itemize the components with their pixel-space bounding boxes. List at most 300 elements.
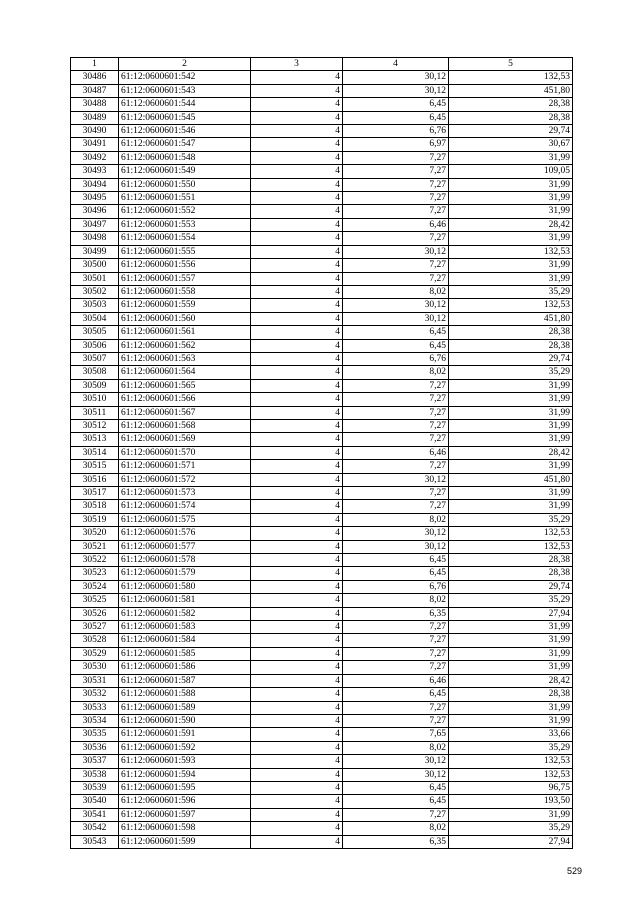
table-row [71, 379, 573, 392]
column-3-value: 4 [251, 84, 343, 97]
cadastral-number: 61:12:0600601:573 [119, 487, 251, 500]
column-3-value: 4 [251, 513, 343, 526]
table-row [71, 366, 573, 379]
cadastral-number: 61:12:0600601:585 [119, 647, 251, 660]
column-5-value: 28,38 [449, 688, 573, 701]
column-3-value: 4 [251, 326, 343, 339]
table-row [71, 165, 573, 178]
column-5-value: 31,99 [449, 487, 573, 500]
table-row [71, 768, 573, 781]
row-number: 30515 [71, 460, 119, 473]
table-row [71, 527, 573, 540]
row-number: 30535 [71, 728, 119, 741]
row-number: 30532 [71, 688, 119, 701]
column-3-value: 4 [251, 580, 343, 593]
column-4-value: 6,45 [343, 795, 449, 808]
row-number: 30511 [71, 406, 119, 419]
column-4-value: 6,35 [343, 835, 449, 848]
column-3-value: 4 [251, 808, 343, 821]
cadastral-number: 61:12:0600601:578 [119, 554, 251, 567]
column-4-value: 8,02 [343, 366, 449, 379]
cadastral-number: 61:12:0600601:599 [119, 835, 251, 848]
cadastral-number: 61:12:0600601:596 [119, 795, 251, 808]
column-3-value: 4 [251, 741, 343, 754]
cadastral-number: 61:12:0600601:554 [119, 232, 251, 245]
column-5-value: 30,67 [449, 138, 573, 151]
column-5-value: 35,29 [449, 822, 573, 835]
table-row [71, 352, 573, 365]
cadastral-number: 61:12:0600601:551 [119, 192, 251, 205]
column-3-value: 4 [251, 125, 343, 138]
column-5-value: 28,38 [449, 98, 573, 111]
row-number: 30509 [71, 379, 119, 392]
cadastral-number: 61:12:0600601:561 [119, 326, 251, 339]
column-5-value: 31,99 [449, 701, 573, 714]
column-4-value: 6,45 [343, 567, 449, 580]
column-5-value: 28,38 [449, 339, 573, 352]
row-number: 30517 [71, 487, 119, 500]
row-number: 30499 [71, 245, 119, 258]
row-number: 30540 [71, 795, 119, 808]
column-3-value: 4 [251, 433, 343, 446]
column-5-value: 132,53 [449, 71, 573, 84]
table-row [71, 285, 573, 298]
cadastral-number: 61:12:0600601:577 [119, 540, 251, 553]
column-4-value: 7,27 [343, 165, 449, 178]
column-5-value: 31,99 [449, 178, 573, 191]
table-row [71, 84, 573, 97]
column-header-4: 4 [343, 58, 449, 71]
column-3-value: 4 [251, 406, 343, 419]
table-row [71, 299, 573, 312]
column-3-value: 4 [251, 299, 343, 312]
cadastral-number: 61:12:0600601:590 [119, 714, 251, 727]
column-3-value: 4 [251, 822, 343, 835]
column-4-value: 6,97 [343, 138, 449, 151]
cadastral-number: 61:12:0600601:566 [119, 393, 251, 406]
table-row [71, 192, 573, 205]
column-5-value: 193,50 [449, 795, 573, 808]
cadastral-number: 61:12:0600601:560 [119, 312, 251, 325]
column-5-value: 28,38 [449, 567, 573, 580]
table-row [71, 701, 573, 714]
row-number: 30491 [71, 138, 119, 151]
column-5-value: 35,29 [449, 285, 573, 298]
table-row [71, 312, 573, 325]
column-4-value: 7,27 [343, 232, 449, 245]
column-5-value: 29,74 [449, 580, 573, 593]
column-5-value: 132,53 [449, 755, 573, 768]
column-4-value: 7,27 [343, 379, 449, 392]
column-4-value: 6,45 [343, 688, 449, 701]
column-header-2: 2 [119, 58, 251, 71]
row-number: 30536 [71, 741, 119, 754]
column-3-value: 4 [251, 688, 343, 701]
row-number: 30504 [71, 312, 119, 325]
table-row [71, 205, 573, 218]
row-number: 30508 [71, 366, 119, 379]
column-4-value: 7,27 [343, 419, 449, 432]
cadastral-number: 61:12:0600601:593 [119, 755, 251, 768]
column-5-value: 31,99 [449, 151, 573, 164]
column-3-value: 4 [251, 111, 343, 124]
column-4-value: 30,12 [343, 540, 449, 553]
table-row [71, 433, 573, 446]
row-number: 30492 [71, 151, 119, 164]
column-4-value: 7,27 [343, 178, 449, 191]
table-row [71, 808, 573, 821]
table-row [71, 741, 573, 754]
column-3-value: 4 [251, 487, 343, 500]
row-number: 30538 [71, 768, 119, 781]
row-number: 30526 [71, 607, 119, 620]
column-3-value: 4 [251, 701, 343, 714]
column-4-value: 7,27 [343, 460, 449, 473]
column-3-value: 4 [251, 634, 343, 647]
column-5-value: 31,99 [449, 192, 573, 205]
row-number: 30495 [71, 192, 119, 205]
table-row [71, 232, 573, 245]
column-3-value: 4 [251, 621, 343, 634]
table-body [71, 71, 573, 849]
column-5-value: 31,99 [449, 808, 573, 821]
cadastral-number: 61:12:0600601:556 [119, 259, 251, 272]
table-row [71, 822, 573, 835]
column-3-value: 4 [251, 178, 343, 191]
row-number: 30534 [71, 714, 119, 727]
row-number: 30510 [71, 393, 119, 406]
cadastral-number: 61:12:0600601:562 [119, 339, 251, 352]
cadastral-number: 61:12:0600601:569 [119, 433, 251, 446]
column-3-value: 4 [251, 728, 343, 741]
row-number: 30489 [71, 111, 119, 124]
row-number: 30542 [71, 822, 119, 835]
column-4-value: 7,27 [343, 647, 449, 660]
column-3-value: 4 [251, 661, 343, 674]
table-row [71, 728, 573, 741]
cadastral-number: 61:12:0600601:546 [119, 125, 251, 138]
column-4-value: 8,02 [343, 594, 449, 607]
row-number: 30541 [71, 808, 119, 821]
column-5-value: 28,42 [449, 218, 573, 231]
column-5-value: 31,99 [449, 634, 573, 647]
table-row [71, 473, 573, 486]
column-5-value: 31,99 [449, 661, 573, 674]
column-4-value: 7,27 [343, 433, 449, 446]
column-5-value: 28,38 [449, 111, 573, 124]
table-row [71, 406, 573, 419]
row-number: 30527 [71, 621, 119, 634]
table-row [71, 835, 573, 848]
column-4-value: 8,02 [343, 741, 449, 754]
table-row [71, 151, 573, 164]
table-row [71, 580, 573, 593]
cadastral-number: 61:12:0600601:580 [119, 580, 251, 593]
table-row [71, 634, 573, 647]
cadastral-number: 61:12:0600601:592 [119, 741, 251, 754]
column-3-value: 4 [251, 232, 343, 245]
cadastral-number: 61:12:0600601:576 [119, 527, 251, 540]
table-row [71, 178, 573, 191]
table-row [71, 567, 573, 580]
column-5-value: 31,99 [449, 259, 573, 272]
cadastral-number: 61:12:0600601:591 [119, 728, 251, 741]
table-row [71, 446, 573, 459]
column-5-value: 29,74 [449, 352, 573, 365]
column-4-value: 6,45 [343, 781, 449, 794]
table-row [71, 554, 573, 567]
column-5-value: 31,99 [449, 272, 573, 285]
table-row [71, 245, 573, 258]
table-row [71, 621, 573, 634]
column-3-value: 4 [251, 647, 343, 660]
column-header-3: 3 [251, 58, 343, 71]
column-5-value: 35,29 [449, 513, 573, 526]
column-4-value: 7,27 [343, 393, 449, 406]
column-3-value: 4 [251, 567, 343, 580]
table-row [71, 647, 573, 660]
column-3-value: 4 [251, 165, 343, 178]
column-5-value: 109,05 [449, 165, 573, 178]
column-4-value: 7,27 [343, 272, 449, 285]
column-3-value: 4 [251, 419, 343, 432]
page-number: 529 [566, 866, 582, 876]
cadastral-number: 61:12:0600601:588 [119, 688, 251, 701]
column-3-value: 4 [251, 500, 343, 513]
column-5-value: 451,80 [449, 84, 573, 97]
table-header-row [71, 58, 573, 71]
row-number: 30516 [71, 473, 119, 486]
column-4-value: 7,27 [343, 661, 449, 674]
table-row [71, 218, 573, 231]
column-4-value: 30,12 [343, 768, 449, 781]
column-4-value: 30,12 [343, 299, 449, 312]
column-3-value: 4 [251, 272, 343, 285]
column-4-value: 6,76 [343, 352, 449, 365]
row-number: 30529 [71, 647, 119, 660]
column-4-value: 8,02 [343, 285, 449, 298]
row-number: 30514 [71, 446, 119, 459]
column-4-value: 7,27 [343, 808, 449, 821]
row-number: 30528 [71, 634, 119, 647]
table-row [71, 339, 573, 352]
cadastral-number: 61:12:0600601:598 [119, 822, 251, 835]
cadastral-number: 61:12:0600601:583 [119, 621, 251, 634]
row-number: 30505 [71, 326, 119, 339]
table-row [71, 111, 573, 124]
cadastral-number: 61:12:0600601:570 [119, 446, 251, 459]
cadastral-number: 61:12:0600601:545 [119, 111, 251, 124]
cadastral-number: 61:12:0600601:558 [119, 285, 251, 298]
table-row [71, 795, 573, 808]
column-5-value: 31,99 [449, 647, 573, 660]
row-number: 30506 [71, 339, 119, 352]
column-5-value: 31,99 [449, 433, 573, 446]
column-5-value: 28,38 [449, 554, 573, 567]
column-4-value: 8,02 [343, 822, 449, 835]
row-number: 30494 [71, 178, 119, 191]
column-3-value: 4 [251, 594, 343, 607]
column-header-5: 5 [449, 58, 573, 71]
row-number: 30512 [71, 419, 119, 432]
row-number: 30522 [71, 554, 119, 567]
cadastral-number: 61:12:0600601:584 [119, 634, 251, 647]
row-number: 30543 [71, 835, 119, 848]
column-3-value: 4 [251, 674, 343, 687]
row-number: 30513 [71, 433, 119, 446]
column-3-value: 4 [251, 192, 343, 205]
column-4-value: 30,12 [343, 312, 449, 325]
column-5-value: 132,53 [449, 245, 573, 258]
table-row [71, 594, 573, 607]
column-4-value: 7,27 [343, 621, 449, 634]
column-5-value: 451,80 [449, 473, 573, 486]
column-3-value: 4 [251, 218, 343, 231]
column-3-value: 4 [251, 835, 343, 848]
column-3-value: 4 [251, 781, 343, 794]
column-3-value: 4 [251, 393, 343, 406]
column-4-value: 6,45 [343, 554, 449, 567]
column-5-value: 29,74 [449, 125, 573, 138]
table-row [71, 460, 573, 473]
cadastral-number: 61:12:0600601:582 [119, 607, 251, 620]
column-5-value: 27,94 [449, 607, 573, 620]
column-3-value: 4 [251, 151, 343, 164]
table-row [71, 755, 573, 768]
column-5-value: 35,29 [449, 366, 573, 379]
column-3-value: 4 [251, 460, 343, 473]
cadastral-number: 61:12:0600601:544 [119, 98, 251, 111]
column-3-value: 4 [251, 379, 343, 392]
column-4-value: 6,46 [343, 446, 449, 459]
column-5-value: 31,99 [449, 232, 573, 245]
column-3-value: 4 [251, 245, 343, 258]
column-3-value: 4 [251, 755, 343, 768]
column-5-value: 27,94 [449, 835, 573, 848]
column-header-1: 1 [71, 58, 119, 71]
row-number: 30531 [71, 674, 119, 687]
column-4-value: 6,45 [343, 339, 449, 352]
column-4-value: 7,27 [343, 192, 449, 205]
column-5-value: 132,53 [449, 540, 573, 553]
column-5-value: 132,53 [449, 527, 573, 540]
column-5-value: 132,53 [449, 299, 573, 312]
cadastral-number: 61:12:0600601:568 [119, 419, 251, 432]
table-row [71, 781, 573, 794]
cadastral-number: 61:12:0600601:565 [119, 379, 251, 392]
cadastral-number: 61:12:0600601:547 [119, 138, 251, 151]
row-number: 30490 [71, 125, 119, 138]
column-5-value: 31,99 [449, 379, 573, 392]
column-4-value: 6,46 [343, 218, 449, 231]
row-number: 30501 [71, 272, 119, 285]
table-row [71, 688, 573, 701]
column-3-value: 4 [251, 312, 343, 325]
row-number: 30503 [71, 299, 119, 312]
column-3-value: 4 [251, 71, 343, 84]
row-number: 30539 [71, 781, 119, 794]
row-number: 30493 [71, 165, 119, 178]
cadastral-number: 61:12:0600601:595 [119, 781, 251, 794]
row-number: 30500 [71, 259, 119, 272]
column-3-value: 4 [251, 98, 343, 111]
column-3-value: 4 [251, 259, 343, 272]
cadastral-number: 61:12:0600601:575 [119, 513, 251, 526]
column-4-value: 7,27 [343, 151, 449, 164]
table-row [71, 138, 573, 151]
column-3-value: 4 [251, 446, 343, 459]
cadastral-number: 61:12:0600601:587 [119, 674, 251, 687]
table-row [71, 607, 573, 620]
table-row [71, 661, 573, 674]
cadastral-number: 61:12:0600601:543 [119, 84, 251, 97]
cadastral-number: 61:12:0600601:557 [119, 272, 251, 285]
column-5-value: 31,99 [449, 419, 573, 432]
cadastral-number: 61:12:0600601:567 [119, 406, 251, 419]
row-number: 30487 [71, 84, 119, 97]
column-4-value: 30,12 [343, 527, 449, 540]
column-4-value: 30,12 [343, 71, 449, 84]
column-4-value: 7,27 [343, 714, 449, 727]
column-5-value: 28,42 [449, 674, 573, 687]
row-number: 30525 [71, 594, 119, 607]
column-3-value: 4 [251, 607, 343, 620]
column-4-value: 6,45 [343, 111, 449, 124]
cadastral-number: 61:12:0600601:594 [119, 768, 251, 781]
column-5-value: 28,38 [449, 326, 573, 339]
column-3-value: 4 [251, 138, 343, 151]
cadastral-number: 61:12:0600601:597 [119, 808, 251, 821]
register-table [70, 57, 573, 849]
row-number: 30530 [71, 661, 119, 674]
column-3-value: 4 [251, 768, 343, 781]
column-4-value: 7,27 [343, 701, 449, 714]
column-4-value: 6,45 [343, 98, 449, 111]
column-5-value: 31,99 [449, 393, 573, 406]
table-row [71, 674, 573, 687]
cadastral-number: 61:12:0600601:553 [119, 218, 251, 231]
column-4-value: 8,02 [343, 513, 449, 526]
cadastral-number: 61:12:0600601:572 [119, 473, 251, 486]
row-number: 30521 [71, 540, 119, 553]
column-5-value: 132,53 [449, 768, 573, 781]
column-3-value: 4 [251, 473, 343, 486]
column-5-value: 31,99 [449, 714, 573, 727]
row-number: 30524 [71, 580, 119, 593]
table-row [71, 125, 573, 138]
cadastral-number: 61:12:0600601:548 [119, 151, 251, 164]
column-3-value: 4 [251, 339, 343, 352]
row-number: 30498 [71, 232, 119, 245]
row-number: 30518 [71, 500, 119, 513]
row-number: 30507 [71, 352, 119, 365]
column-4-value: 7,27 [343, 500, 449, 513]
row-number: 30537 [71, 755, 119, 768]
cadastral-number: 61:12:0600601:571 [119, 460, 251, 473]
column-5-value: 96,75 [449, 781, 573, 794]
column-3-value: 4 [251, 554, 343, 567]
column-4-value: 7,27 [343, 205, 449, 218]
cadastral-number: 61:12:0600601:586 [119, 661, 251, 674]
cadastral-number: 61:12:0600601:589 [119, 701, 251, 714]
row-number: 30497 [71, 218, 119, 231]
cadastral-number: 61:12:0600601:579 [119, 567, 251, 580]
column-5-value: 31,99 [449, 205, 573, 218]
table-row [71, 500, 573, 513]
table-row [71, 419, 573, 432]
column-4-value: 6,76 [343, 125, 449, 138]
table-row [71, 259, 573, 272]
